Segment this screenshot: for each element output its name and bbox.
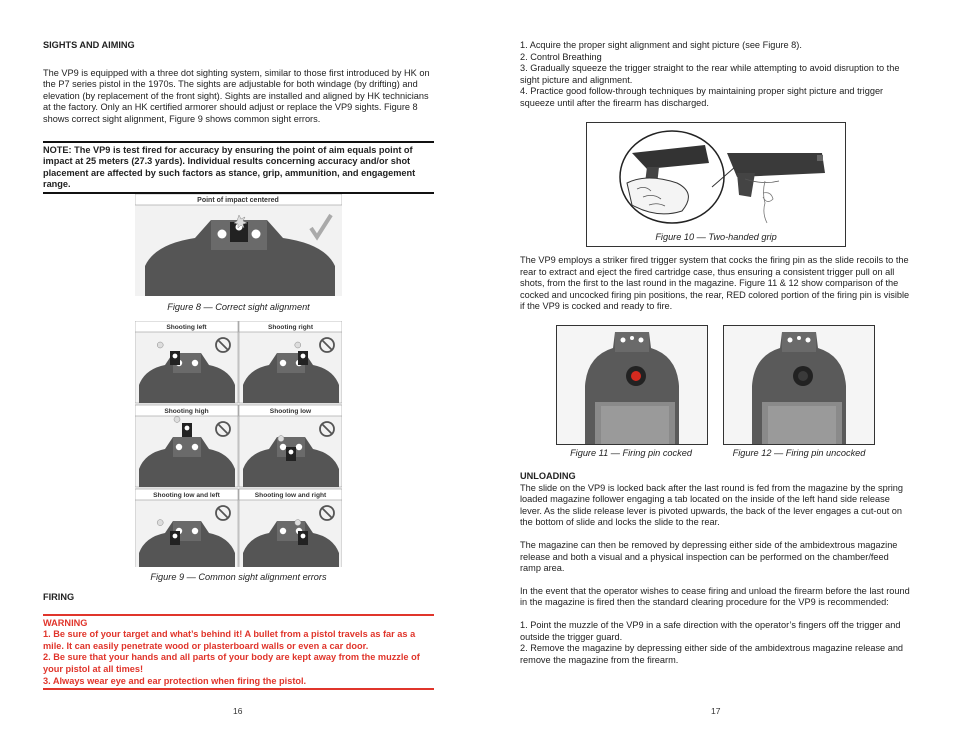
step-1: 1. Acquire the proper sight alignment and sight picture (see Figure 8).	[520, 40, 802, 50]
right-page	[520, 40, 910, 110]
sight-error-panel	[239, 489, 342, 567]
figure-8	[135, 194, 342, 313]
fig10-caption: Figure 10 — Two-handed grip	[655, 232, 777, 242]
accuracy-note: NOTE: The VP9 is test fired for accuracy by ensuring the point of aim equals point of impact at 25 meters (27.3 yards). Individual results concerning accuracy and/or shot placement are affected by such factors as stance, grip, ammunition, and engagement range.	[43, 141, 434, 194]
firing-pin-cocked-illustration	[557, 326, 707, 444]
fig9-caption: Figure 9 — Common sight alignment errors	[150, 571, 327, 582]
sight-error-panel	[239, 321, 342, 403]
figure-11	[556, 325, 708, 445]
sights-heading: SIGHTS AND AIMING	[43, 40, 135, 50]
fig8-caption: Figure 8 — Correct sight alignment	[167, 301, 310, 312]
sight-error-label: Shooting low and left	[153, 492, 220, 499]
sight-errors-grid	[135, 321, 342, 567]
clearing-step-1: 1. Point the muzzle of the VP9 in a safe direction with the operator’s fingers off the trigger and outside the trigger guard.	[520, 619, 901, 642]
sight-error-label: Shooting right	[267, 324, 314, 331]
warning-title: WARNING	[43, 617, 88, 628]
step-2: 2. Control Breathing	[520, 51, 602, 62]
sights-paragraph: The VP9 is equipped with a three dot sighting system, similar to those first introduced by HK on the P7 series pistol in the 1970s. The sights are adjustable for both windage (by drifting) and elevation (by replacement of the front sight). Sights are installed and aligned by HK technicians at the factory. Only an HK certified armorer should adjust or replace the VP9 sights. Figure 8 shows correct sight alignment, Figure 9 shows common sight errors.	[43, 67, 430, 124]
page-number-right: 17	[711, 706, 721, 716]
sight-error-label: Shooting low	[269, 408, 312, 415]
sight-error-panel	[135, 321, 238, 403]
warning-item-2: 2. Be sure that your hands and all parts of your body are kept away from the muzzle of your pistol at all times!	[43, 652, 420, 674]
striker-section	[520, 255, 910, 313]
warning-box	[43, 614, 434, 691]
warning-item-1: 1. Be sure of your target and what’s behind it! A bullet from a pistol travels as far as a mile. It can easily penetrate wood or plasterboard walls or even a car door.	[43, 629, 416, 651]
firing-pin-uncocked-illustration	[724, 326, 874, 444]
sight-error-panel	[239, 405, 342, 487]
sight-error-label: Shooting high	[164, 408, 209, 415]
correct-sight-illustration	[135, 194, 342, 296]
step-3: 3. Gradually squeeze the trigger straight to the rear while attempting to avoid disruption to the sight picture and alignment.	[520, 63, 900, 85]
two-handed-grip-illustration	[587, 123, 845, 231]
page-number-left: 16	[233, 706, 243, 716]
left-page	[43, 40, 434, 194]
unloading-heading: UNLOADING	[520, 471, 576, 481]
firing-section	[43, 592, 434, 690]
figure-10	[586, 122, 846, 247]
fig12-caption: Figure 12 — Firing pin uncocked	[732, 448, 866, 458]
sight-error-label: Shooting low and right	[254, 492, 327, 499]
warning-item-3: 3. Always wear eye and ear protection when firing the pistol.	[43, 675, 307, 686]
unloading-paragraph-2: The magazine can then be removed by depressing either side of the ambidextrous magazine release and both a visual and a physical inspection can be performed on the chamber/feed ramp area.	[520, 539, 898, 574]
sight-error-panel	[135, 405, 238, 487]
fig8-label: Point of impact centered	[197, 197, 279, 204]
firing-heading: FIRING	[43, 592, 75, 602]
fig11-caption: Figure 11 — Firing pin cocked	[570, 448, 692, 458]
figure-12	[723, 325, 875, 445]
step-4: 4. Practice good follow-through techniques by maintaining proper sight picture and trigger squeeze until after the firearm has discharged.	[520, 86, 884, 108]
clearing-step-2: 2. Remove the magazine by depressing either side of the ambidextrous magazine release and remove the magazine from the firearm.	[520, 643, 904, 665]
sight-error-label: Shooting left	[166, 324, 207, 331]
unloading-paragraph-3: In the event that the operator wishes to cease firing and unload the firearm before the last round in the magazine is fired then the standard clearing procedure for the VP9 is recommended:	[520, 585, 910, 608]
sight-error-panel	[135, 489, 238, 567]
unloading-section	[520, 471, 910, 666]
figure-9	[135, 321, 342, 583]
cocked-pin-indicator	[631, 371, 641, 381]
unloading-paragraph-1: The slide on the VP9 is locked back after the last round is fed from the magazine by the spring loaded magazine follower engaging a tab located on the inside of the left hand side release lever. As the slide release lever is pivoted upwards, the back of the lever engages a cut-out on the bottom of slide and locks the slide to the rear.	[520, 482, 904, 528]
striker-paragraph: The VP9 employs a striker fired trigger system that cocks the firing pin as the slide recoils to the rear to extract and eject the fired cartridge case, thus ensuring a consistent trigger pull on all shots, from the first to the last round in the magazine. Figure 11 & 12 show comparison of the cocked and uncocked firing pin positions, the rear, RED colored portion of the firing pin is visible if the VP9 is cocked and ready to fire.	[520, 255, 910, 312]
